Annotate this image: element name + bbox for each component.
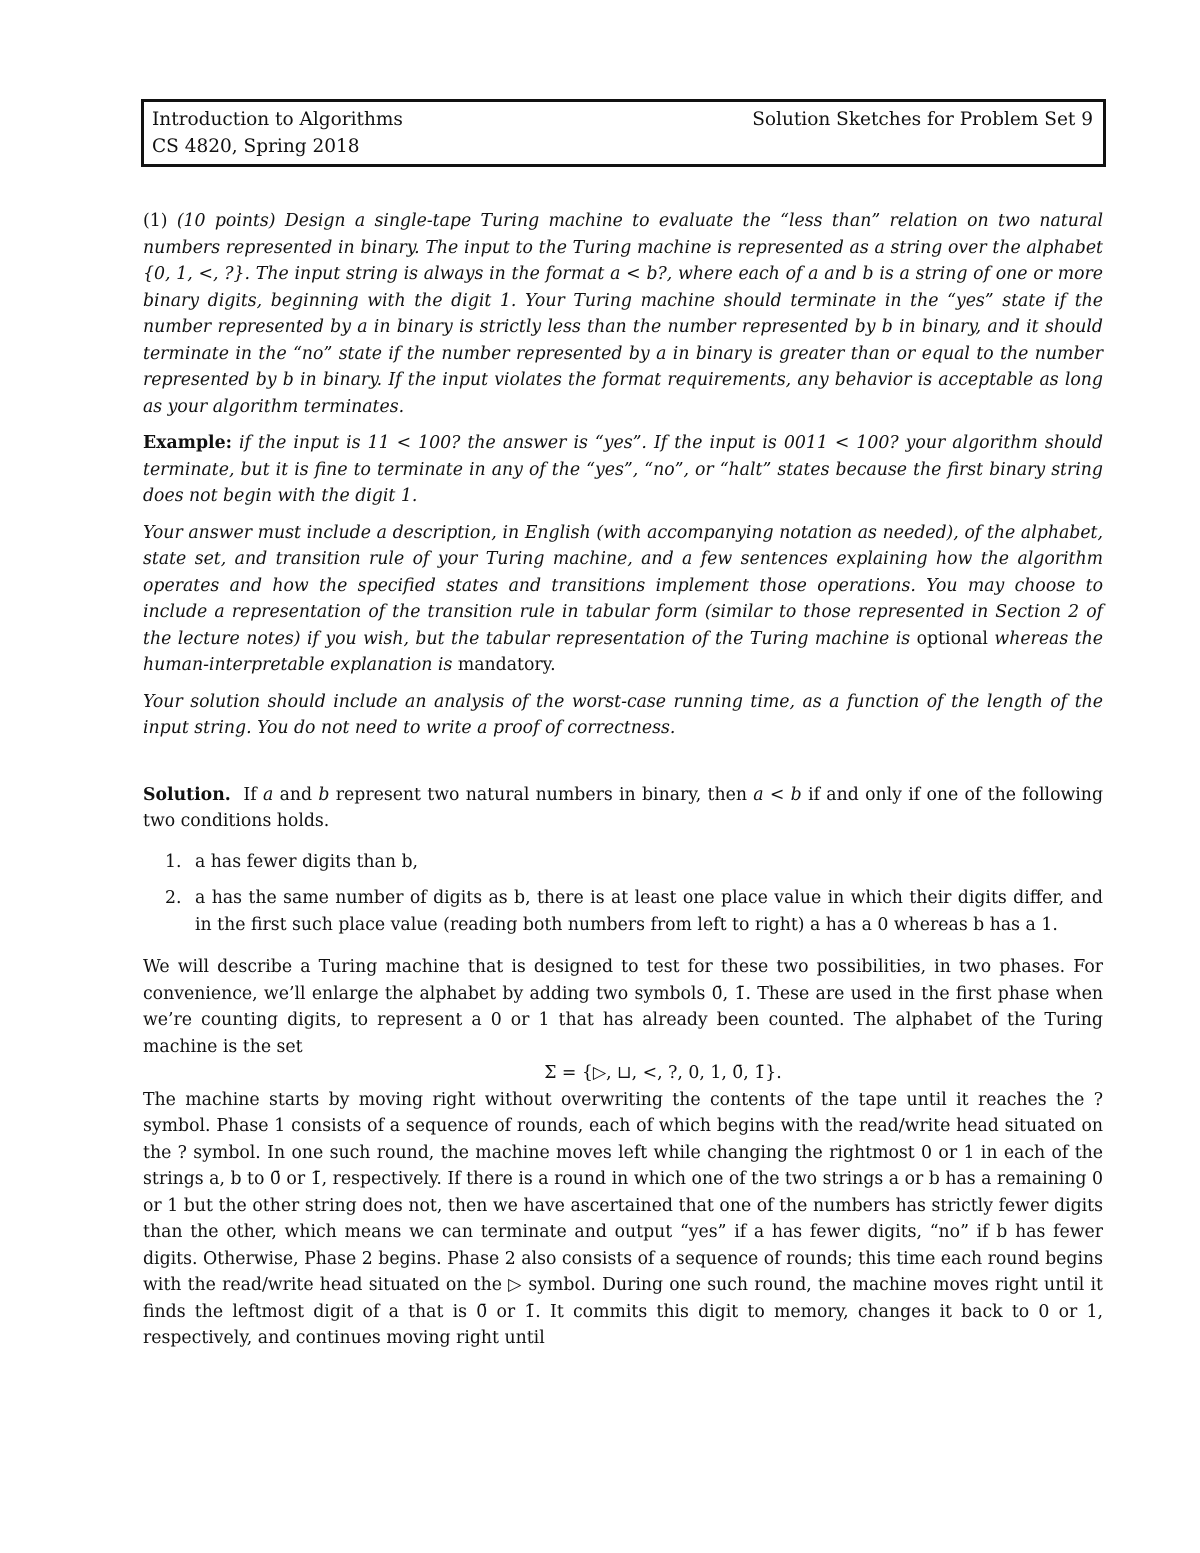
doc-title: Solution Sketches for Problem Set 9 [752, 109, 1093, 130]
requirements-mandatory: mandatory. [457, 655, 556, 675]
list-item-number: 1. [165, 851, 182, 872]
solution-intro-text: and [279, 784, 313, 805]
relation-expr: a < b [753, 784, 802, 805]
alphabet-equation: Σ = {▷, ⊔, <, ?, 0, 1, 0̄, 1̄}. [544, 1063, 782, 1083]
requirements-part2: whereas the human-interpretable explanation is [143, 628, 1103, 675]
problem-number: (1) [143, 211, 168, 231]
list-item [143, 885, 1103, 938]
problem-text: Design a single-tape Turing machine to evaluate the “less than” relation on two natural numbers represented in binary. The input to the Turing machine is represented as a string over the alphabet {0, 1, <, ?}. The input string is always in the format a < b?, where each of a and b is a string of one or more binary digits, beginning with the digit 1. Your Turing machine should terminate in the “yes” state if the number represented by a in binary is strictly less than the number represented by b in binary, and it should terminate in the “no” state if the number represented by a in binary is greater than or equal to the number represented by b in binary. If the input violates the format requirements, any behavior is acceptable as long as your algorithm terminates. [143, 211, 1104, 417]
list-item [143, 849, 1103, 876]
phases-paragraph: The machine starts by moving right without overwriting the contents of the tape until it reaches the ? symbol. Phase 1 consists of a sequence of rounds, each of which begins with the read/write head situated on the ? symbol. In one such round, the machine moves left while changing the rightmost 0 or 1 in each of the strings a, b to 0̄ or 1̄, respectively. If there is a round in which one of the two strings a or b has a remaining 0 or 1 but the other string does not, then we have ascertained that one of the numbers has strictly fewer digits than the other, which means we can terminate and output “yes” if a has fewer digits, “no” if b has fewer digits. Otherwise, Phase 2 begins. Phase 2 also consists of a sequence of rounds; this time each round begins with the read/write head situated on the ▷ symbol. During one such round, the machine moves right until it finds the leftmost digit of a that is 0̄ or 1̄. It commits this digit to memory, changes it back to 0 or 1, respectively, and continues moving right until [143, 1089, 1103, 1348]
problem-statement [143, 208, 1103, 420]
course-title: Introduction to Algorithms [152, 109, 403, 130]
example-label: Example: [143, 433, 232, 453]
solution-intro-text: represent two natural numbers in binary, then [335, 784, 747, 805]
requirements-optional: optional [916, 628, 988, 649]
header-box [141, 99, 1106, 167]
document-body [143, 208, 1103, 1352]
list-item-text: a has fewer digits than b, [195, 851, 419, 872]
solution-label: Solution. [143, 784, 231, 805]
conditions-list [143, 849, 1103, 939]
problem-points: (10 points) [176, 211, 276, 231]
solution-intro [143, 782, 1103, 835]
approach-paragraph: We will describe a Turing machine that is designed to test for these two possibilities, in two phases. For convenience, we’ll enlarge the alphabet by adding two symbols 0̄, 1̄. These are used in the first phase when we’re counting digits, to represent a 0 or 1 that has already been counted. The alphabet of the Turing machine is the set [143, 957, 1103, 1057]
solution-intro-text: If [243, 784, 257, 805]
requirements-part1: Your answer must include a description, in English (with accompanying notation as needed), of the alphabet, state set, and transition rule of your Turing machine, and a few sentences explaining how the algorithm operates and how the specified states and transitions implement those operations. You may choose to include a representation of the transition rule in tabular form (similar to those represented in Section 2 of the lecture notes) if you wish, but the tabular representation of the Turing machine is [143, 522, 1103, 649]
list-item-number: 2. [165, 888, 182, 908]
solution-intro-text: if and only if one of the following two conditions holds. [143, 784, 1103, 831]
example-paragraph [143, 430, 1103, 510]
list-item-text: a has the same number of digits as b, there is at least one place value in which their digits differ, and in the first such place value (reading both numbers from left to right) a has a 0 whereas b has a 1. [195, 888, 1103, 935]
requirements-paragraph [143, 520, 1103, 679]
var-b: b [318, 784, 330, 805]
section-spacer [143, 742, 1103, 782]
var-a: a [262, 784, 274, 805]
analysis-paragraph: Your solution should include an analysis of the worst-case running time, as a function of the length of the input string. You do not need to write a proof of correctness. [143, 691, 1103, 738]
course-code: CS 4820, Spring 2018 [152, 136, 360, 157]
example-text: if the input is 11 < 100? the answer is “yes”. If the input is 0011 < 100? your algorithm should terminate, but it is fine to terminate in any of the “yes”, “no”, or “halt” states because the first binary string does not begin with the digit 1. [143, 433, 1103, 506]
